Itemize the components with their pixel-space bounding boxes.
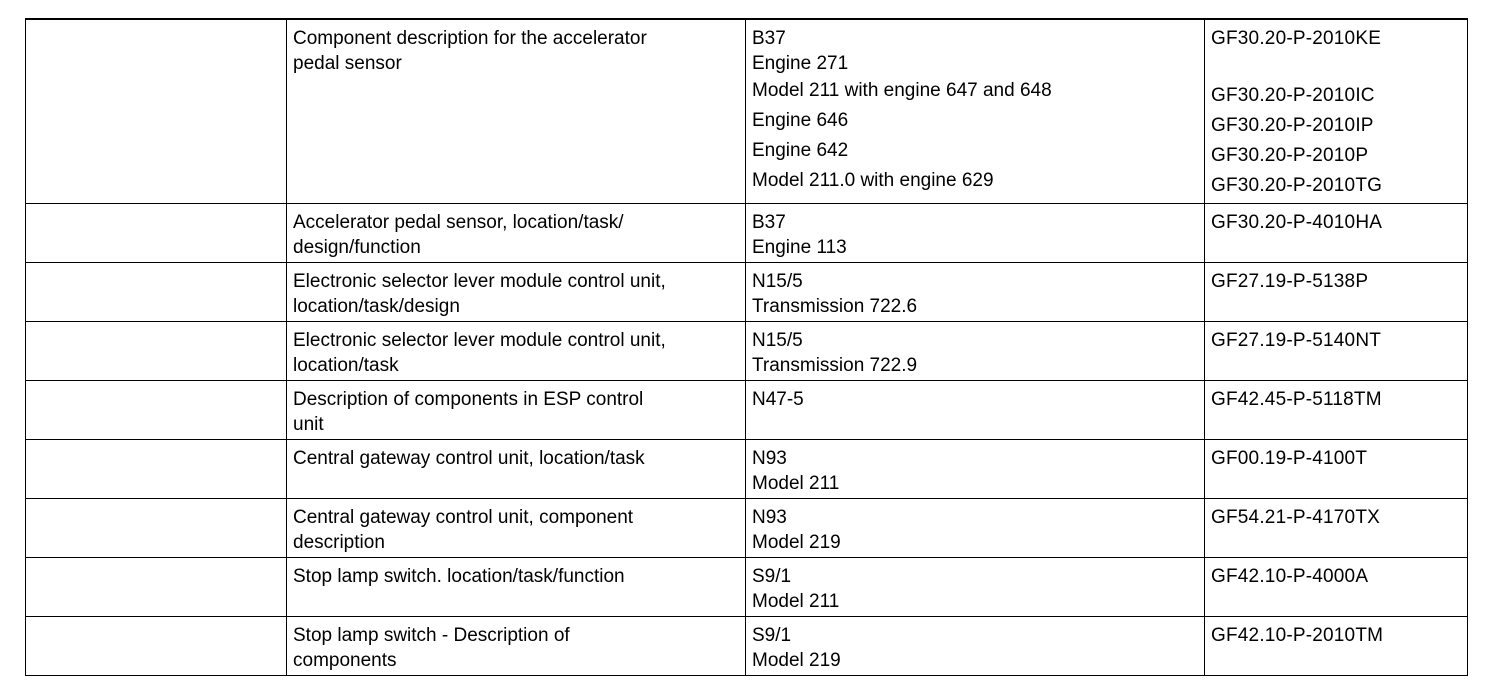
blank-cell: [26, 499, 287, 558]
description-cell-line: unit: [293, 414, 324, 435]
table-row: [26, 558, 1468, 617]
description-cell: [287, 617, 746, 676]
table-row: [26, 440, 1468, 499]
reference-cell: [746, 440, 1205, 499]
description-cell-line: location/task: [293, 355, 399, 376]
description-cell: [287, 263, 746, 322]
description-cell: [287, 204, 746, 263]
description-cell-line: Central gateway control unit, component: [293, 507, 634, 528]
reference-cell-line: Engine 271: [752, 53, 849, 74]
document-code-cell: [1205, 19, 1468, 204]
reference-cell-line: Model 219: [752, 650, 841, 671]
document-code-cell-line: GF30.20-P-2010IP: [1211, 115, 1374, 136]
reference-cell: [746, 381, 1205, 440]
reference-cell: [746, 263, 1205, 322]
reference-cell-line: N93: [752, 507, 787, 528]
document-code-cell: [1205, 204, 1468, 263]
table-row: [26, 322, 1468, 381]
blank-cell: [26, 322, 287, 381]
document-code-cell-line: GF00.19-P-4100T: [1211, 448, 1368, 469]
document-code-cell-line: GF27.19-P-5140NT: [1211, 330, 1382, 351]
blank-cell: [26, 381, 287, 440]
document-code-cell-line: GF30.20-P-2010P: [1211, 145, 1369, 166]
document-code-cell-line: GF42.10-P-4000A: [1211, 566, 1369, 587]
reference-cell-line: Transmission 722.6: [752, 296, 918, 317]
document-code-cell-line: GF30.20-P-2010TG: [1211, 175, 1383, 196]
description-cell-line: components: [293, 650, 397, 671]
reference-cell-line: B37: [752, 28, 786, 49]
document-code-cell-line: GF30.20-P-2010KE: [1211, 28, 1382, 49]
table-row: [26, 381, 1468, 440]
document-code-cell: [1205, 263, 1468, 322]
document-code-cell: [1205, 381, 1468, 440]
description-cell-line: location/task/design: [293, 296, 460, 317]
reference-cell-line: B37: [752, 212, 786, 233]
description-cell-line: Description of components in ESP control: [293, 389, 644, 410]
blank-cell: [26, 263, 287, 322]
table-row: [26, 499, 1468, 558]
document-code-cell: [1205, 440, 1468, 499]
document-code-cell: [1205, 322, 1468, 381]
table-row: [26, 204, 1468, 263]
description-cell-line: Central gateway control unit, location/task: [293, 448, 645, 469]
description-cell: [287, 440, 746, 499]
reference-cell-line: N15/5: [752, 330, 803, 351]
description-cell-line: design/function: [293, 237, 421, 258]
description-cell-line: pedal sensor: [293, 53, 402, 74]
document-code-cell-line: GF54.21-P-4170TX: [1211, 507, 1381, 528]
document-code-cell-line: GF42.45-P-5118TM: [1211, 389, 1382, 410]
reference-cell: [746, 499, 1205, 558]
reference-cell: [746, 322, 1205, 381]
reference-cell: [746, 558, 1205, 617]
reference-cell-line: N93: [752, 448, 787, 469]
description-cell: [287, 322, 746, 381]
blank-cell: [26, 558, 287, 617]
blank-cell: [26, 617, 287, 676]
description-cell-line: Component description for the accelerator: [293, 28, 647, 49]
reference-cell-line: Model 211: [752, 473, 840, 494]
reference-cell-line: N15/5: [752, 271, 803, 292]
reference-cell: [746, 204, 1205, 263]
document-code-cell: [1205, 499, 1468, 558]
table-row: [26, 617, 1468, 676]
document-code-cell: [1205, 617, 1468, 676]
description-cell: [287, 558, 746, 617]
reference-cell-line: S9/1: [752, 566, 792, 587]
document-code-cell-line: GF42.10-P-2010TM: [1211, 625, 1384, 646]
document-code-cell-line: GF27.19-P-5138P: [1211, 271, 1369, 292]
reference-cell-line: Model 211 with engine 647 and 648: [752, 80, 1052, 101]
description-cell: [287, 499, 746, 558]
reference-cell-line: Model 211: [752, 591, 840, 612]
description-cell: [287, 381, 746, 440]
description-cell-line: Electronic selector lever module control unit,: [293, 330, 666, 351]
document-code-cell-line: GF30.20-P-2010IC: [1211, 85, 1375, 106]
blank-cell: [26, 204, 287, 263]
description-cell-line: Stop lamp switch - Description of: [293, 625, 570, 646]
document-code-cell-line: GF30.20-P-4010HA: [1211, 212, 1383, 233]
description-cell-line: description: [293, 532, 385, 553]
reference-cell-line: Engine 113: [752, 237, 847, 258]
reference-cell: [746, 617, 1205, 676]
description-cell-line: Stop lamp switch. location/task/function: [293, 566, 625, 587]
reference-cell-line: Engine 642: [752, 140, 849, 161]
reference-cell-line: Model 219: [752, 532, 841, 553]
description-cell: [287, 19, 746, 204]
table-row: [26, 19, 1468, 204]
reference-cell-line: Model 211.0 with engine 629: [752, 170, 994, 191]
reference-cell-line: N47-5: [752, 389, 804, 410]
blank-cell: [26, 19, 287, 204]
component-reference-table: [25, 18, 1468, 676]
table-body: [26, 19, 1468, 676]
reference-cell-line: Engine 646: [752, 110, 849, 131]
document-code-cell-line: [1211, 51, 1461, 81]
document-code-cell: [1205, 558, 1468, 617]
table-row: [26, 263, 1468, 322]
reference-cell: [746, 19, 1205, 204]
blank-cell: [26, 440, 287, 499]
reference-cell-line: S9/1: [752, 625, 792, 646]
reference-cell-line: Transmission 722.9: [752, 355, 918, 376]
description-cell-line: Accelerator pedal sensor, location/task/: [293, 212, 624, 233]
description-cell-line: Electronic selector lever module control unit,: [293, 271, 666, 292]
